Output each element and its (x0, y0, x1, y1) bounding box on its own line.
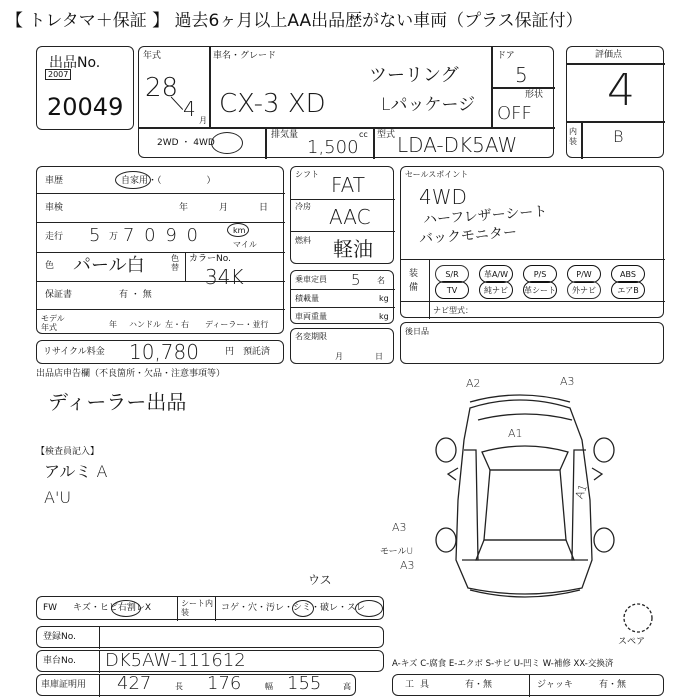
equipment-item: エアB (611, 281, 645, 299)
certificate-height: 155 (287, 673, 322, 694)
shape-value: OFF (497, 103, 532, 124)
seller-text: ディーラー出品 (48, 390, 187, 414)
interior-label: 内装 (569, 127, 577, 146)
registration-box: 登録No. (36, 626, 384, 648)
door-value: 5 (515, 63, 528, 87)
tools-jack-box: 工具 有・無 ジャッキ 有・無 (392, 674, 664, 696)
damage-mark-a1-hood: A1 (508, 427, 523, 440)
equipment-item: 革シート (523, 281, 557, 299)
equipment-item: 純ナビ (479, 281, 513, 299)
damage-mark-molding: モールU (380, 547, 414, 557)
displacement-value: 1,500 (307, 137, 359, 158)
seat-items: コゲ・穴・汚レ・シミ・破レ・スレ (221, 603, 366, 613)
score-label: 評価点 (595, 50, 623, 60)
equipment-item: P/W (567, 265, 601, 283)
model-code: LDA-DK5AW (397, 133, 518, 157)
sheet-title: 【 トレタマ＋保証 】 過去6ヶ月以上AA出品歴がない車両（プラス保証付） (6, 11, 583, 31)
month-value: 4 (183, 97, 196, 121)
warranty-label: 保証書 (45, 290, 73, 300)
capacity-value: 5 (351, 271, 361, 289)
fw-box: FW キズ・ヒビ右割レX シート内装 コゲ・穴・汚レ・シミ・破レ・スレ (36, 596, 384, 620)
lot-label: 出品No. (49, 55, 101, 71)
grade-line2: Lパッケージ (381, 95, 476, 115)
equipment-item: 外ナビ (567, 281, 601, 299)
door-label: ドア (497, 51, 515, 61)
ac-value: AAC (329, 205, 371, 229)
mileage-label: 走行 (45, 232, 64, 242)
damage-mark-a2: A2 (466, 377, 481, 390)
color-value: パール白 (73, 255, 145, 276)
year-value: 28 (145, 73, 179, 103)
seller-label: 出品店申告欄（不良箇所・欠品・注意事項等） (36, 369, 226, 379)
equipment-item: ABS (611, 265, 645, 283)
year-stamp: 2007 (45, 69, 71, 80)
chassis-box: 車台No. DK5AW-111612 (36, 650, 384, 672)
displacement-label: 排気量 (271, 130, 299, 140)
equipment-item: P/S (523, 265, 557, 283)
equipment-item: TV (435, 281, 469, 299)
color-code-label: カラーNo. (189, 254, 231, 264)
grade-line1: ツーリング (369, 65, 459, 86)
lot-number: 20049 (47, 93, 124, 121)
sales-line2: ハーフレザーシート (422, 203, 548, 229)
recycle-label: リサイクル料金 (43, 347, 105, 357)
certificate-box: 車庫証明用 427 長 176 幅 155 高 (36, 674, 356, 696)
sales-box: セールスポイント 4WD ハーフレザーシート バックモニター 装備 S/R 革A/W P/S P/W ABS TV 純ナビ 革シート 外ナビ エアB ナビ型式： (400, 166, 664, 318)
inspector-label: 【検査員記入】 (36, 447, 100, 457)
vehicle-info-box: 年式 28 / 4 月 車名・グレード CX-3 XD ツーリング Lパッケージ ドア 5 形状 OFF 2WD ・ 4WD 排気量 1,500 cc 型式 LDA-DK5AW (138, 46, 554, 158)
color-code: 34K (205, 265, 244, 289)
score-value: 4 (607, 65, 635, 116)
damage-mark-a3-rear: A3 (392, 521, 407, 534)
year-label: 年式 (143, 51, 162, 61)
name-change-box: 名変期限 月 日 (290, 328, 394, 364)
capacity-box: 乗車定員 5 名 積載量 kg 車両重量 kg (290, 270, 394, 324)
inspection-label: 車検 (45, 203, 64, 213)
interior-value: B (613, 127, 624, 146)
history-label: 車歴 (45, 176, 64, 186)
notes-box: 後日品 (400, 322, 664, 364)
sales-line3: バックモニター (418, 224, 518, 248)
spare-label: スペア (618, 637, 646, 647)
damage-mark-a3-lower: A3 (400, 559, 415, 572)
damage-mark-a1-side: A1 (572, 482, 590, 501)
certificate-width: 176 (207, 673, 242, 694)
equipment-item: 革A/W (479, 265, 513, 283)
recycle-value: 10,780 (129, 340, 199, 364)
fw-mark: ウス (308, 573, 332, 587)
fw-items: キズ・ヒビ右割レX (73, 603, 151, 613)
certificate-length: 427 (117, 673, 152, 694)
sales-line1: 4WD (419, 185, 467, 209)
chassis-value: DK5AW-111612 (105, 650, 246, 671)
equipment-item: S/R (435, 265, 469, 283)
damage-legend: A-キズ C-腐食 E-エクボ S-サビ U-凹ミ W-補修 XX-交換済 (392, 659, 614, 669)
shape-label: 形状 (525, 90, 544, 100)
spec-box: シフト FAT 冷房 AAC 燃料 軽油 (290, 166, 394, 264)
history-options: 自家用・（ ） (121, 176, 216, 186)
damage-mark-a3-front: A3 (560, 375, 575, 388)
car-name-label: 車名・グレード (213, 51, 277, 61)
fuel-value: 軽油 (333, 237, 373, 261)
history-box: 車歴 自家用・（ ） 車検 年 月 日 走行 5 万 7 0 9 0 km マイル 色 パール白 色替 カラーNo. 34K 保証書 有 ・ 無 モデル年式 年 ハンドル 左・右 ディーラー・並行 (36, 166, 284, 334)
inspector-line2: A'U (44, 488, 72, 507)
mileage-man: 5 (89, 225, 101, 246)
color-label: 色 (45, 261, 55, 271)
model-code-label: 型式 (377, 130, 396, 140)
shift-value: FAT (331, 173, 366, 197)
car-name: CX-3 XD (219, 89, 326, 119)
drive-options: 2WD ・ 4WD (157, 138, 215, 148)
recycle-box: リサイクル料金 10,780 円 預託済 (36, 340, 284, 364)
mileage-digits: 7 0 9 0 (123, 225, 200, 246)
inspector-line1: アルミ A (44, 462, 108, 481)
